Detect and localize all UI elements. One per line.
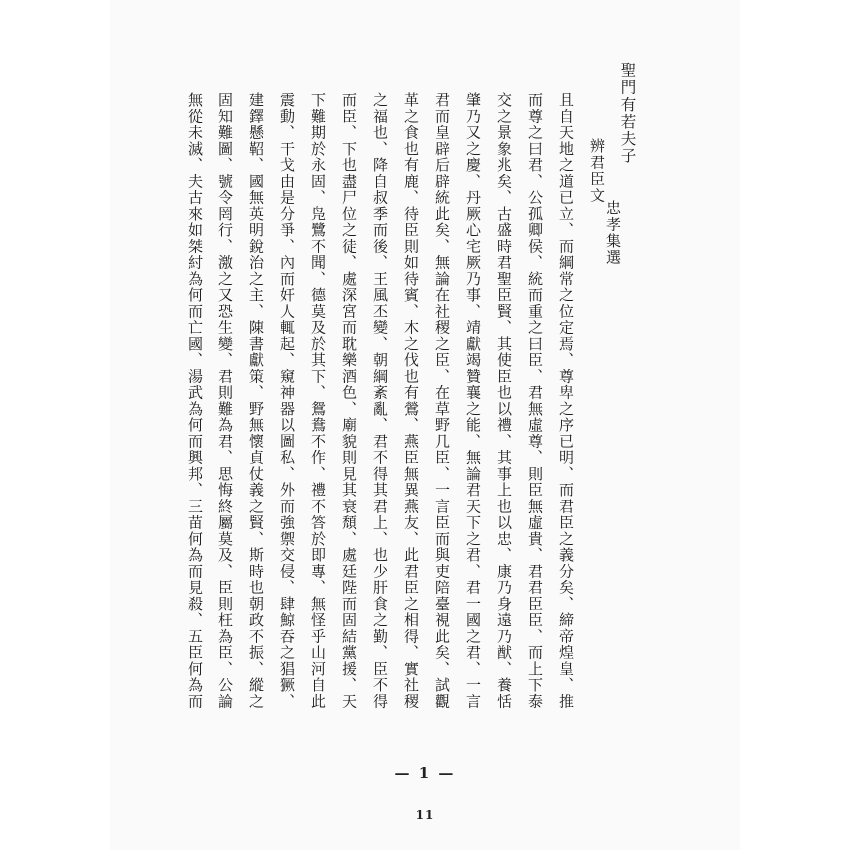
section-page-number: — 1 — <box>394 764 456 782</box>
book-page-number: 11 <box>415 808 435 822</box>
text-column-3: 交之景象兆矣、古盛時君聖臣賢、其使臣也以禮、其事上也以忠、康乃身遠乃猷、養恬 <box>495 92 513 710</box>
text-column-12: 固知難圖、號令罔行、激之又恐生變、君則難為君、思悔終屬莫及、臣則枉為臣、公論 <box>216 92 234 710</box>
text-column-1: 且自天地之道已立、而綱常之位定焉、尊卑之序已明、而君臣之義分矣、締帝煌皇、推 <box>557 92 575 710</box>
book-title: 聖門有若夫子 <box>618 62 637 165</box>
text-column-10: 震動、干戈由是分爭、內而奸人輒起、窺神器以圖私、外而強禦交侵、肆鯨吞之猖獗、 <box>278 92 296 710</box>
text-column-2: 而尊之曰君、公孤卿侯、統而重之曰臣、君無虛尊、則臣無虛貴、君君臣臣、而上下泰 <box>526 92 544 710</box>
text-column-9: 下難期於永固、凫鷺不聞、德莫及於其下、鴛鴦不作、禮不答於即專、無怪乎山河自此 <box>309 92 327 710</box>
scanned-page <box>110 0 740 850</box>
text-column-6: 革之食也有鹿、待臣則如待賓、木之伐也有鶯、燕臣無異燕友、此君臣之相得、實社稷 <box>402 92 420 710</box>
text-column-11: 建鐸懸鞀、國無英明銳治之主、陳書獻策、野無懷貞仗義之賢、斯時也朝政不振、縱之 <box>247 92 265 710</box>
essay-heading: 辨君臣文 <box>588 138 606 204</box>
text-column-7: 之福也、降自叔季而後、王風丕變、朝綱紊亂、君不得其君上、也少肝食之勤、臣不得 <box>371 92 389 710</box>
text-column-4: 肇乃又之慶、丹厥心宅厥乃事、靖獻竭贊襄之能、無論君天下之君、君一國之君、一言 <box>464 92 482 710</box>
text-column-8: 而臣、下也盡尸位之徒、處深宮而耽樂酒色、廟貌則見其衰頹、處廷陛而固結黨援、天 <box>340 92 358 710</box>
text-column-5: 君而皇辟后辟統此矣、無論在社稷之臣、在草野几臣、一言臣而與吏陪臺視此矣、試觀 <box>433 92 451 710</box>
collection-name: 忠孝集選 <box>604 200 622 266</box>
text-column-13: 無從未滅、夫古來如桀紂為何而亡國、湯武為何而興邦、三苗何為而見殺、五臣何為而 <box>186 92 204 710</box>
